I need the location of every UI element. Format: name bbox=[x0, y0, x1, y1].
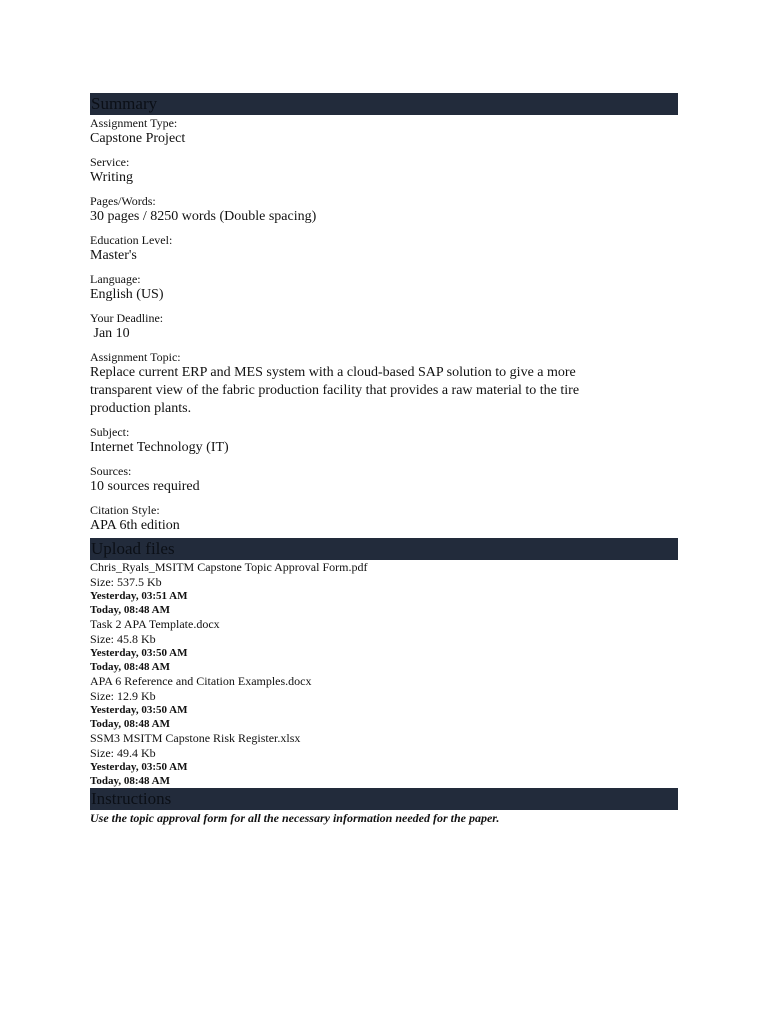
instructions-heading: Instructions bbox=[90, 788, 678, 810]
field-value: Jan 10 bbox=[90, 326, 130, 341]
file-name-link[interactable]: Chris_Ryals_MSITM Capstone Topic Approval Form.pdf bbox=[90, 560, 368, 574]
file-list bbox=[90, 560, 678, 788]
summary-heading: Summary bbox=[90, 93, 678, 115]
file-name-link[interactable]: SSM3 MSITM Capstone Risk Register.xlsx bbox=[90, 731, 301, 745]
field-label: Sources: bbox=[90, 464, 132, 478]
file-uploaded-date: Yesterday, 03:50 AM bbox=[90, 704, 188, 716]
field-label: Pages/Words: bbox=[90, 194, 156, 208]
file-size: Size: 49.4 Kb bbox=[90, 746, 156, 760]
field-label: Citation Style: bbox=[90, 503, 160, 517]
file-item bbox=[90, 674, 678, 731]
field-value: Internet Technology (IT) bbox=[90, 440, 229, 455]
field-value: Master's bbox=[90, 248, 137, 263]
field-label: Assignment Type: bbox=[90, 116, 178, 130]
field-value: 30 pages / 8250 words (Double spacing) bbox=[90, 209, 317, 224]
field-value: English (US) bbox=[90, 287, 164, 302]
field-value: Writing bbox=[90, 170, 133, 185]
field-value: 10 sources required bbox=[90, 479, 200, 494]
field-subject bbox=[90, 425, 678, 457]
instructions-text: Use the topic approval form for all the necessary information needed for the paper. bbox=[90, 811, 500, 825]
file-modified-date: Today, 08:48 AM bbox=[90, 775, 170, 787]
file-name-link[interactable]: Task 2 APA Template.docx bbox=[90, 617, 220, 631]
field-value: APA 6th edition bbox=[90, 518, 180, 533]
field-pages-words bbox=[90, 194, 678, 226]
field-label: Service: bbox=[90, 155, 130, 169]
field-label: Your Deadline: bbox=[90, 311, 164, 325]
file-size: Size: 12.9 Kb bbox=[90, 689, 156, 703]
file-uploaded-date: Yesterday, 03:51 AM bbox=[90, 590, 188, 602]
file-uploaded-date: Yesterday, 03:50 AM bbox=[90, 761, 188, 773]
field-assignment-type bbox=[90, 116, 678, 148]
field-label: Language: bbox=[90, 272, 141, 286]
field-service bbox=[90, 155, 678, 187]
field-value: Replace current ERP and MES system with a cloud-based SAP solution to give a more transparent view of the fabric production facility that provides a raw material to the tire production plants. bbox=[90, 365, 580, 416]
file-size: Size: 537.5 Kb bbox=[90, 575, 162, 589]
file-uploaded-date: Yesterday, 03:50 AM bbox=[90, 647, 188, 659]
field-value: Capstone Project bbox=[90, 131, 186, 146]
file-name-link[interactable]: APA 6 Reference and Citation Examples.docx bbox=[90, 674, 312, 688]
summary-fields bbox=[90, 116, 678, 535]
field-label: Subject: bbox=[90, 425, 130, 439]
upload-files-heading: Upload files bbox=[90, 538, 678, 560]
file-item bbox=[90, 560, 678, 617]
file-modified-date: Today, 08:48 AM bbox=[90, 604, 170, 616]
field-label: Education Level: bbox=[90, 233, 173, 247]
file-size: Size: 45.8 Kb bbox=[90, 632, 156, 646]
document-page bbox=[90, 93, 678, 826]
field-language bbox=[90, 272, 678, 304]
file-modified-date: Today, 08:48 AM bbox=[90, 718, 170, 730]
file-item bbox=[90, 617, 678, 674]
file-modified-date: Today, 08:48 AM bbox=[90, 661, 170, 673]
field-deadline bbox=[90, 311, 678, 343]
field-citation-style bbox=[90, 503, 678, 535]
file-item bbox=[90, 731, 678, 788]
field-education-level bbox=[90, 233, 678, 265]
field-label: Assignment Topic: bbox=[90, 350, 181, 364]
field-assignment-topic bbox=[90, 350, 678, 418]
field-sources bbox=[90, 464, 678, 496]
